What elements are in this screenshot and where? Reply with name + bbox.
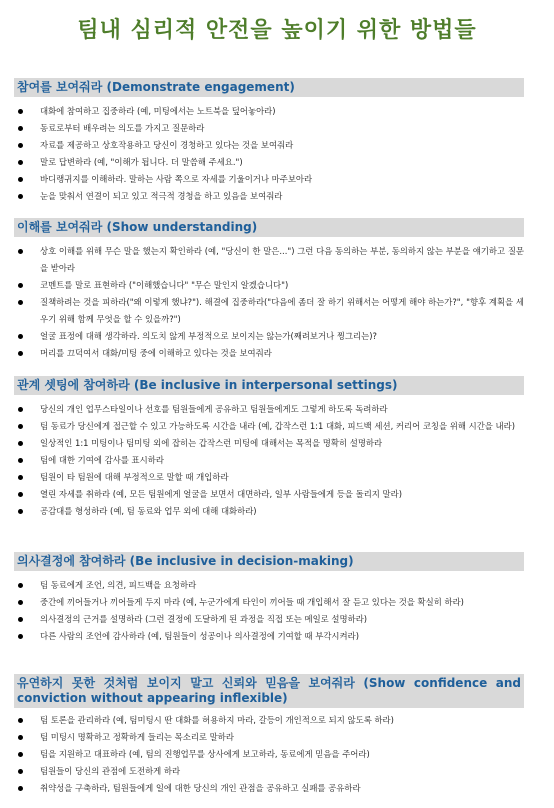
- list-item: [14, 103, 524, 120]
- list-item-text: 팀원이 타 팀원에 대해 부정적으로 말할 때 개입하라: [40, 472, 229, 482]
- bullet-icon: [18, 600, 23, 605]
- section-decision-making: [14, 552, 524, 645]
- list-item-text: 취약성을 구축하라, 팀원들에게 일에 대한 당신의 개인 관점을 공유하고 실패를 공유하라: [40, 783, 361, 793]
- list-item: [14, 243, 524, 277]
- list-item-text: 중간에 끼어들거나 끼어들게 두지 마라 (예, 누군가에게 타인이 끼어들 때 개입해서 잘 듣고 있다는 것을 확실히 하라): [40, 597, 464, 607]
- list-item: [14, 763, 524, 780]
- list-item-text: 공감대를 형성하라 (예, 팀 동료와 업무 외에 대해 대화하라): [40, 506, 257, 516]
- list-item: [14, 435, 524, 452]
- bullet-icon: [18, 583, 23, 588]
- list-item: [14, 577, 524, 594]
- bullet-icon: [18, 334, 23, 339]
- list-item: [14, 188, 524, 205]
- bullet-icon: [18, 177, 23, 182]
- list-item: [14, 469, 524, 486]
- list-item-text: 자료를 제공하고 상호작용하고 당신이 경청하고 있다는 것을 보여줘라: [40, 140, 294, 150]
- bullet-icon: [18, 786, 23, 791]
- section-interpersonal: [14, 376, 524, 520]
- bullet-list: [14, 712, 524, 797]
- bullet-icon: [18, 617, 23, 622]
- list-item-text: 질책하려는 것을 피하라("왜 이렇게 했냐?"). 해결에 집중하라("다음에 좀더 잘 하기 위해서는 어떻게 해야 하는가?", "향후 계획을 세우기 위해 함께 무엇을 할 수 있을까?"): [40, 297, 524, 324]
- list-item-text: 얼굴 표정에 대해 생각하라. 의도치 않게 부정적으로 보이지는 않는가(째려보거나 찡그리는)?: [40, 331, 377, 341]
- section-header: 참여를 보여줘라 (Demonstrate engagement): [14, 78, 524, 97]
- bullet-icon: [18, 735, 23, 740]
- list-item: [14, 729, 524, 746]
- bullet-icon: [18, 160, 23, 165]
- list-item-text: 다른 사람의 조언에 감사하라 (예, 팀원들이 성공이나 의사결정에 기여할 때 부각시켜라): [40, 631, 359, 641]
- list-item: [14, 277, 524, 294]
- list-item-text: 바디랭귀지를 이해하라. 말하는 사람 쪽으로 자세를 기울이거나 마주보아라: [40, 174, 313, 184]
- bullet-list: [14, 243, 524, 362]
- list-item: [14, 418, 524, 435]
- list-item-text: 팀을 지원하고 대표하라 (예, 팀의 진행업무를 상사에게 보고하라, 동료에게 믿음을 주어라): [40, 749, 370, 759]
- list-item-text: 팀 토론을 관리하라 (예, 팀미팅시 딴 대화를 허용하지 마라, 갈등이 개인적으로 되지 않도록 하라): [40, 715, 394, 725]
- list-item-text: 팀 동료가 당신에게 접근할 수 있고 가능하도록 시간을 내라 (예, 갑작스런 1:1 대화, 피드백 세션, 커리어 코칭을 위해 시간을 내라): [40, 421, 515, 431]
- bullet-icon: [18, 300, 23, 305]
- bullet-icon: [18, 424, 23, 429]
- bullet-icon: [18, 718, 23, 723]
- list-item-text: 당신의 개인 업무스타일이나 선호를 팀원들에게 공유하고 팀원들에게도 그렇게 하도록 독려하라: [40, 404, 388, 414]
- section-understanding: [14, 218, 524, 362]
- bullet-list: [14, 103, 524, 205]
- list-item: [14, 486, 524, 503]
- list-item-text: 동료로부터 배우려는 의도를 가지고 질문하라: [40, 123, 205, 133]
- section-header: 의사결정에 참여하라 (Be inclusive in decision-making): [14, 552, 524, 571]
- list-item: [14, 137, 524, 154]
- list-item: [14, 746, 524, 763]
- list-item-text: 의사결정의 근거를 설명하라 (그런 결정에 도달하게 된 과정을 직접 또는 메일로 설명하라): [40, 614, 368, 624]
- list-item-text: 일상적인 1:1 미팅이나 팀미팅 외에 잡히는 갑작스런 미팅에 대해서는 목적을 명확히 설명하라: [40, 438, 383, 448]
- bullet-icon: [18, 441, 23, 446]
- section-confidence: [14, 674, 524, 797]
- list-item-text: 대화에 참여하고 집중하라 (예, 미팅에서는 노트북을 덮어놓아라): [40, 106, 276, 116]
- bullet-icon: [18, 634, 23, 639]
- section-engagement: [14, 78, 524, 205]
- list-item: [14, 628, 524, 645]
- bullet-icon: [18, 194, 23, 199]
- list-item: [14, 780, 524, 797]
- bullet-icon: [18, 475, 23, 480]
- list-item-text: 눈을 맞춰서 연결이 되고 있고 적극적 경청을 하고 있음을 보여줘라: [40, 191, 283, 201]
- bullet-icon: [18, 143, 23, 148]
- list-item: [14, 154, 524, 171]
- list-item: [14, 611, 524, 628]
- section-header: 유연하지 못한 것처럼 보이지 말고 신뢰와 믿음을 보여줘라 (Show confidence and conviction without appearing inflexible): [14, 674, 524, 708]
- list-item: [14, 171, 524, 188]
- list-item: [14, 503, 524, 520]
- list-item-text: 팀 동료에게 조언, 의견, 피드백을 요청하라: [40, 580, 197, 590]
- list-item-text: 팀에 대한 기여에 감사를 표시하라: [40, 455, 164, 465]
- list-item-text: 열린 자세를 취하라 (예, 모든 팀원에게 얼굴을 보면서 대면하라, 일부 사람들에게 등을 돌리지 말라): [40, 489, 402, 499]
- list-item: [14, 120, 524, 137]
- list-item: [14, 452, 524, 469]
- list-item-text: 코멘트를 말로 표현하라 ("이해했습니다" "무슨 말인지 알겠습니다"): [40, 280, 289, 290]
- bullet-icon: [18, 752, 23, 757]
- bullet-icon: [18, 509, 23, 514]
- bullet-icon: [18, 126, 23, 131]
- section-header: 관계 셋팅에 참여하라 (Be inclusive in interpersonal settings): [14, 376, 524, 395]
- list-item-text: 상호 이해를 위해 무슨 말을 했는지 확인하라 (예, "당신이 한 말은...") 그런 다음 동의하는 부분, 동의하지 않는 부분을 얘기하고 질문을 받아라: [40, 246, 524, 273]
- list-item: [14, 328, 524, 345]
- bullet-list: [14, 401, 524, 520]
- bullet-icon: [18, 458, 23, 463]
- bullet-icon: [18, 407, 23, 412]
- page-title: 팀내 심리적 안전을 높이기 위한 방법들: [77, 18, 477, 43]
- list-item-text: 머리를 끄덕여서 대화/미팅 중에 이해하고 있다는 것을 보여줘라: [40, 348, 272, 358]
- bullet-icon: [18, 249, 23, 254]
- list-item: [14, 345, 524, 362]
- list-item-text: 팀 미팅시 명확하고 정확하게 들리는 목소리로 말하라: [40, 732, 234, 742]
- list-item: [14, 294, 524, 328]
- list-item-text: 말로 답변하라 (예, "이해가 됩니다. 더 말씀해 주세요."): [40, 157, 243, 167]
- list-item: [14, 594, 524, 611]
- bullet-list: [14, 577, 524, 645]
- section-header: 이해를 보여줘라 (Show understanding): [14, 218, 524, 237]
- bullet-icon: [18, 769, 23, 774]
- bullet-icon: [18, 283, 23, 288]
- bullet-icon: [18, 109, 23, 114]
- list-item: [14, 401, 524, 418]
- bullet-icon: [18, 492, 23, 497]
- list-item: [14, 712, 524, 729]
- list-item-text: 팀원들이 당신의 관점에 도전하게 하라: [40, 766, 181, 776]
- bullet-icon: [18, 351, 23, 356]
